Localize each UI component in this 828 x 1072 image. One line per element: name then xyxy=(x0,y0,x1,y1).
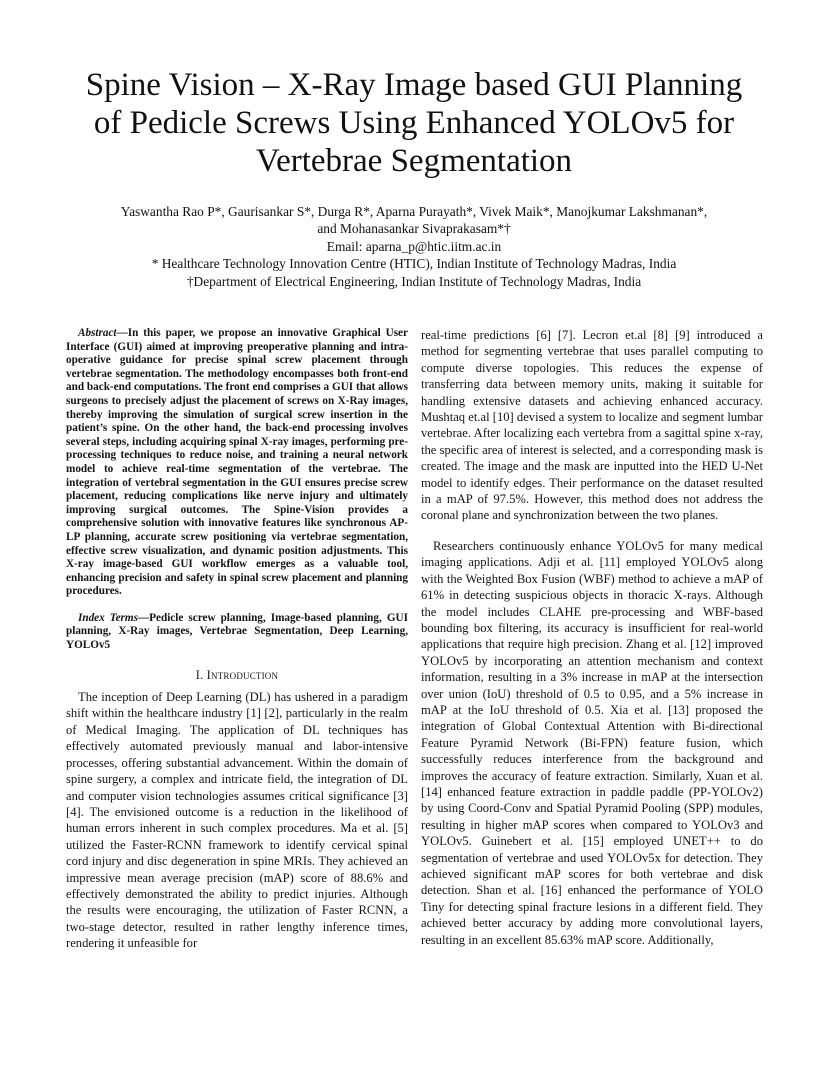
author-block xyxy=(40,203,788,290)
author-affiliation: †Department of Electrical Engineering, Indian Institute of Technology Madras, India xyxy=(186,273,642,289)
author-names: and Mohanasankar Sivaprakasam*† xyxy=(317,221,511,237)
index-terms-text: —Pedicle screw planning, Image-based planning, GUI planning, X-Ray images, Vertebrae Segmentation, Deep Learning, YOLOv5 xyxy=(66,611,408,652)
author-email: Email: aparna_p@htic.iitm.ac.in xyxy=(326,238,502,254)
paragraph-gap xyxy=(421,524,763,538)
abstract-text: —In this paper, we propose an innovative Graphical User Interface (GUI) aimed at improving preoperative planning and intra-operative guidance for precise spinal screw placement through vertebrae segmentation. The methodology encompasses both front-end and back-end computations. The front end comprises a GUI that allows surgeons to precisely adjust the placement of screws on X-Ray images, thereby improving the simulation of surgical screw insertion in the patient’s spine. On the other hand, the back-end processing involves several steps, including acquiring spinal X-ray images, performing pre-processing techniques to reduce noise, and training a neural network model to achieve real-time segmentation of the vertebrae. The integration of vertebral segmentation in the GUI ensures precise screw placement, reducing complications like nerve injury and ultimately improving surgical outcomes. The Spine-Vision provides a comprehensive solution with innovative features like synchronous AP-LP planning, accurate screw positioning via vertebrae segmentation, effective screw visualization, and dynamic position adjustments. This X-ray image-based GUI workflow emerges as a valuable tool, enhancing precision and safety in spinal screw placement and planning procedures. xyxy=(66,327,408,598)
index-terms-label: Index Terms xyxy=(78,611,138,624)
title-line: Vertebrae Segmentation xyxy=(255,143,573,179)
author-names: Yaswantha Rao P*, Gaurisankar S*, Durga R*, Aparna Purayath*, Vivek Maik*, Manojkumar Lakshmanan*, xyxy=(120,204,708,219)
left-column xyxy=(66,327,408,952)
title-line: Spine Vision – X-Ray Image based GUI Planning xyxy=(85,67,743,103)
section-heading: I. Introduction xyxy=(195,667,279,682)
body-paragraph: The inception of Deep Learning (DL) has ushered in a paradigm shift within the healthcare industry [1] [2], particularly in the realm of Medical Imaging. The application of DL techniques has effectively automated previously manual and labor-intensive processes, offering substantial advancement. Within the domain of spine surgery, a complex and intricate field, the integration of DL and computer vision technologies assumes critical significance [3] [4]. The envisioned outcome is a reduction in the likelihood of human errors inherent in such complex procedures. Ma et al. [5] utilized the Faster-RCNN framework to identify cervical spinal cord injury and disc degeneration in spine MRIs. They achieved an impressive mean average precision (mAP) score of 88.6% and effectively demonstrated the ability to predict injuries. Although the results were encouraging, the utilization of Faster RCNN, a two-stage detector, resulted in rather lengthy inference times, rendering it unfeasible for xyxy=(66,690,408,951)
right-column xyxy=(421,327,763,948)
paper-title xyxy=(40,66,788,180)
body-paragraph: real-time predictions [6] [7]. Lecron et.al [8] [9] introduced a method for segmenting vertebrae that uses parallel computing to compute diverse topologies. This reduces the expense of transferring data between memory units, making it suitable for handling extensive datasets and achieving enhanced accuracy. Mushtaq et.al [10] devised a system to localize and segment lumbar vertebrae. After localizing each vertebra from a sagittal spine x-ray, the specific area of interest is selected, and a corresponding mask is created. The image and the mask are inputted into the HED U-Net model to identify edges. Their performance on the dataset resulted in a mAP of 97.5%. However, this method does not address the coronal plane and synchronization between the two planes. xyxy=(421,328,763,523)
abstract-label: Abstract xyxy=(78,327,117,339)
body-paragraph: Researchers continuously enhance YOLOv5 for many medical imaging applications. Adji et al. [11] employed YOLOv5 along with the Weighted Box Fusion (WBF) method to achieve a mAP of 61% in detecting suspicious objects in thoracic X-rays. Although the model includes CLAHE pre-processing and WBF-based bounding box filtering, its accuracy is insufficient for real-world applications that require high precision. Zhang et al. [12] improved YOLOv5 by incorporating an attention mechanism and context information, resulting in a 3% increase in mAP at the intersection over union (IoU) threshold of 0.5 to 0.95, and a 5% increase in mAP at the IoU threshold of 0.5. Xia et al. [13] proposed the integration of Global Contextual Attention with Bi-directional Feature Pyramid Network (Bi-FPN) feature fusion, which successfully reduces interference from the background and improves the accuracy of feature extraction. Similarly, Xuan et al. [14] enhanced feature extraction in paddle paddle (PP-YOLOv2) by using Coord-Conv and Spatial Pyramid Pooling (SPP) modules, resulting in higher mAP scores when compared to YOLOv3 and YOLOv5. Guinebert et al. [15] employed UNET++ to do segmentation of vertebrae and used YOLOv5x for detection. They achieved significant mAP scores for both vertebrae and disk detection. Shan et al. [16] enhanced the performance of YOLO Tiny for detecting spinal fracture lesions in a different field. They achieved better accuracy by adding more convolutional layers, resulting in an excellent 85.63% mAP score. Additionally, xyxy=(421,538,763,947)
author-affiliation: * Healthcare Technology Innovation Centre (HTIC), Indian Institute of Technology Madras, India xyxy=(151,256,677,272)
abstract xyxy=(66,327,408,599)
title-line: of Pedicle Screws Using Enhanced YOLOv5 for xyxy=(93,105,735,141)
index-terms xyxy=(66,612,408,653)
